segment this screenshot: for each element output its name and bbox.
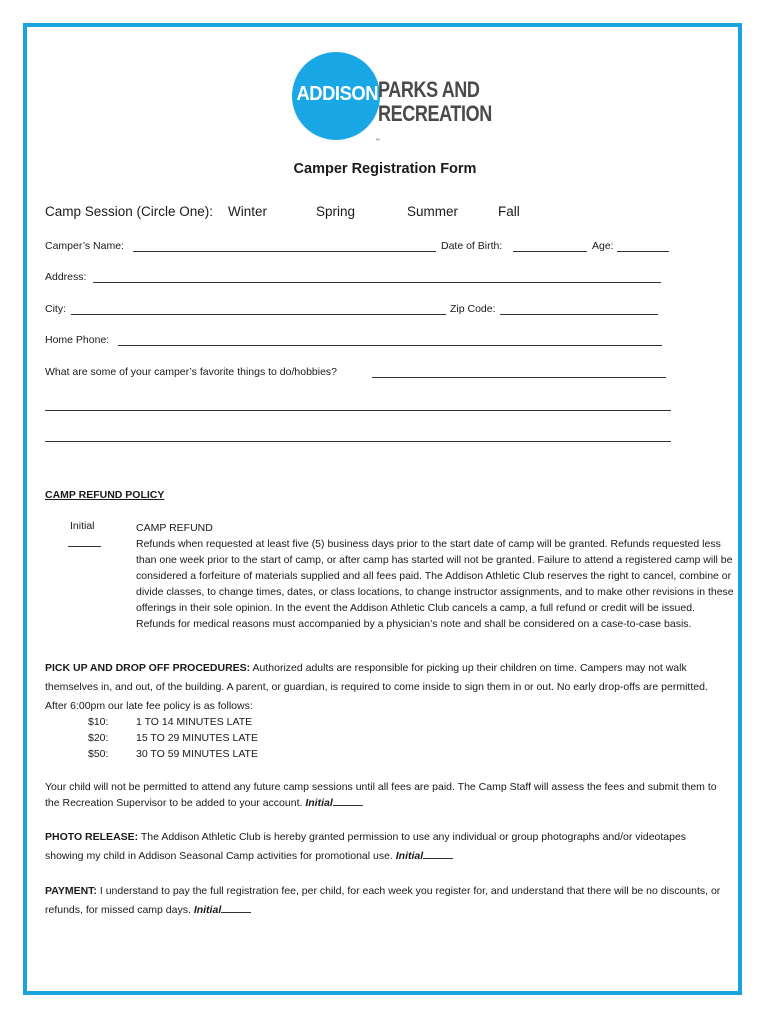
pickup-paragraph: [45, 659, 725, 716]
photo-release-paragraph: [45, 828, 725, 866]
home-phone-label: Home Phone:: [45, 334, 110, 346]
photo-initial-field[interactable]: [423, 848, 453, 859]
pickup-label: PICK UP AND DROP OFF PROCEDURES:: [45, 662, 251, 674]
home-phone-field[interactable]: [118, 345, 662, 346]
refund-title: CAMP REFUND: [136, 522, 213, 534]
payment-label: PAYMENT:: [45, 885, 97, 897]
session-label: Camp Session (Circle One):: [45, 204, 214, 219]
age-label: Age:: [592, 240, 614, 252]
logo-line2: RECREATION: [378, 101, 492, 126]
refund-policy-body: [136, 520, 736, 632]
addison-parks-logo: [292, 52, 492, 152]
hobbies-field[interactable]: [372, 377, 666, 378]
photo-initial-label: Initial: [395, 850, 424, 862]
fee-amount: $10:: [88, 716, 109, 728]
payment-paragraph: [45, 882, 725, 920]
city-field[interactable]: [71, 314, 446, 315]
address-label: Address:: [45, 271, 87, 283]
pickup-text: Authorized adults are responsible for picking up their children on time. Campers may not walk themselves in, and out, of the building. A parent, or guardian, is required to come inside to sign them in or out. No early drop-offs are permitted. After 6:00pm our late fee policy is as follows:: [45, 662, 708, 712]
fee-description: 30 TO 59 MINUTES LATE: [136, 748, 258, 760]
zip-field[interactable]: [500, 314, 658, 315]
logo-wordmark: [378, 78, 492, 126]
dob-field[interactable]: [513, 251, 587, 252]
fees-note-initial-label: Initial: [305, 797, 333, 809]
logo-line1: PARKS AND: [378, 77, 480, 102]
logo-trademark: ™: [375, 138, 380, 144]
city-label: City:: [45, 303, 66, 315]
payment-initial-label: Initial: [193, 904, 222, 916]
fee-description: 1 TO 14 MINUTES LATE: [136, 716, 253, 728]
hobbies-field-line-3[interactable]: [45, 441, 671, 442]
form-title: Camper Registration Form: [293, 161, 477, 177]
camper-name-label: Camper’s Name:: [45, 240, 124, 252]
session-option-fall[interactable]: Fall: [498, 204, 520, 219]
hobbies-label: What are some of your camper’s favorite things to do/hobbies?: [45, 366, 338, 378]
session-option-winter[interactable]: Winter: [228, 204, 268, 219]
logo-circle-text: ADDISON: [296, 83, 379, 105]
hobbies-field-line-2[interactable]: [45, 410, 671, 411]
payment-text: I understand to pay the full registration fee, per child, for each week you register for, and understand that there will be no discounts, or refunds, for missed camp days.: [45, 885, 721, 916]
refund-policy-heading: CAMP REFUND POLICY: [45, 489, 165, 501]
refund-initial-label: Initial: [70, 520, 95, 532]
fee-amount: $50:: [88, 748, 109, 760]
payment-initial-field[interactable]: [221, 902, 251, 913]
age-field[interactable]: [617, 251, 669, 252]
fees-note-text: Your child will not be permitted to attend any future camp sessions until all fees are paid. The Camp Staff will assess the fees and submit them to the Recreation Supervisor to be added to your account.: [45, 781, 717, 809]
fee-amount: $20:: [88, 732, 109, 744]
refund-initial-field[interactable]: [68, 535, 101, 547]
camper-name-field[interactable]: [133, 251, 436, 252]
address-field[interactable]: [93, 282, 661, 283]
session-option-summer[interactable]: Summer: [407, 204, 459, 219]
photo-release-label: PHOTO RELEASE:: [45, 831, 139, 843]
photo-release-text: The Addison Athletic Club is hereby granted permission to use any individual or group photographs and/or videotapes showing my child in Addison Seasonal Camp activities for promotional use.: [45, 831, 687, 862]
zip-label: Zip Code:: [450, 303, 496, 315]
refund-text: Refunds when requested at least five (5) business days prior to the start date of camp will be granted. Refunds requested less than one week prior to the start of camp, or after camp has started will not be granted. Failure to attend a registered camp will be considered a forfeiture of materials supplied and all fees paid. The Addison Athletic Club reserves the right to cancel, combine or divide classes, to change times, dates, or class locations, to change instructor assignments, and to make other revisions in these offerings in their sole opinion. In the event the Addison Athletic Club cancels a camp, a full refund or credit will be issued. Refunds for medical reasons must accompanied by a physician’s note and shall be considered on a case-to-case basis.: [136, 538, 734, 630]
fees-note-paragraph: [45, 779, 725, 811]
dob-label: Date of Birth:: [441, 240, 503, 252]
fees-note-initial-field[interactable]: [333, 795, 363, 806]
fee-description: 15 TO 29 MINUTES LATE: [136, 732, 258, 744]
session-option-spring[interactable]: Spring: [316, 204, 356, 219]
